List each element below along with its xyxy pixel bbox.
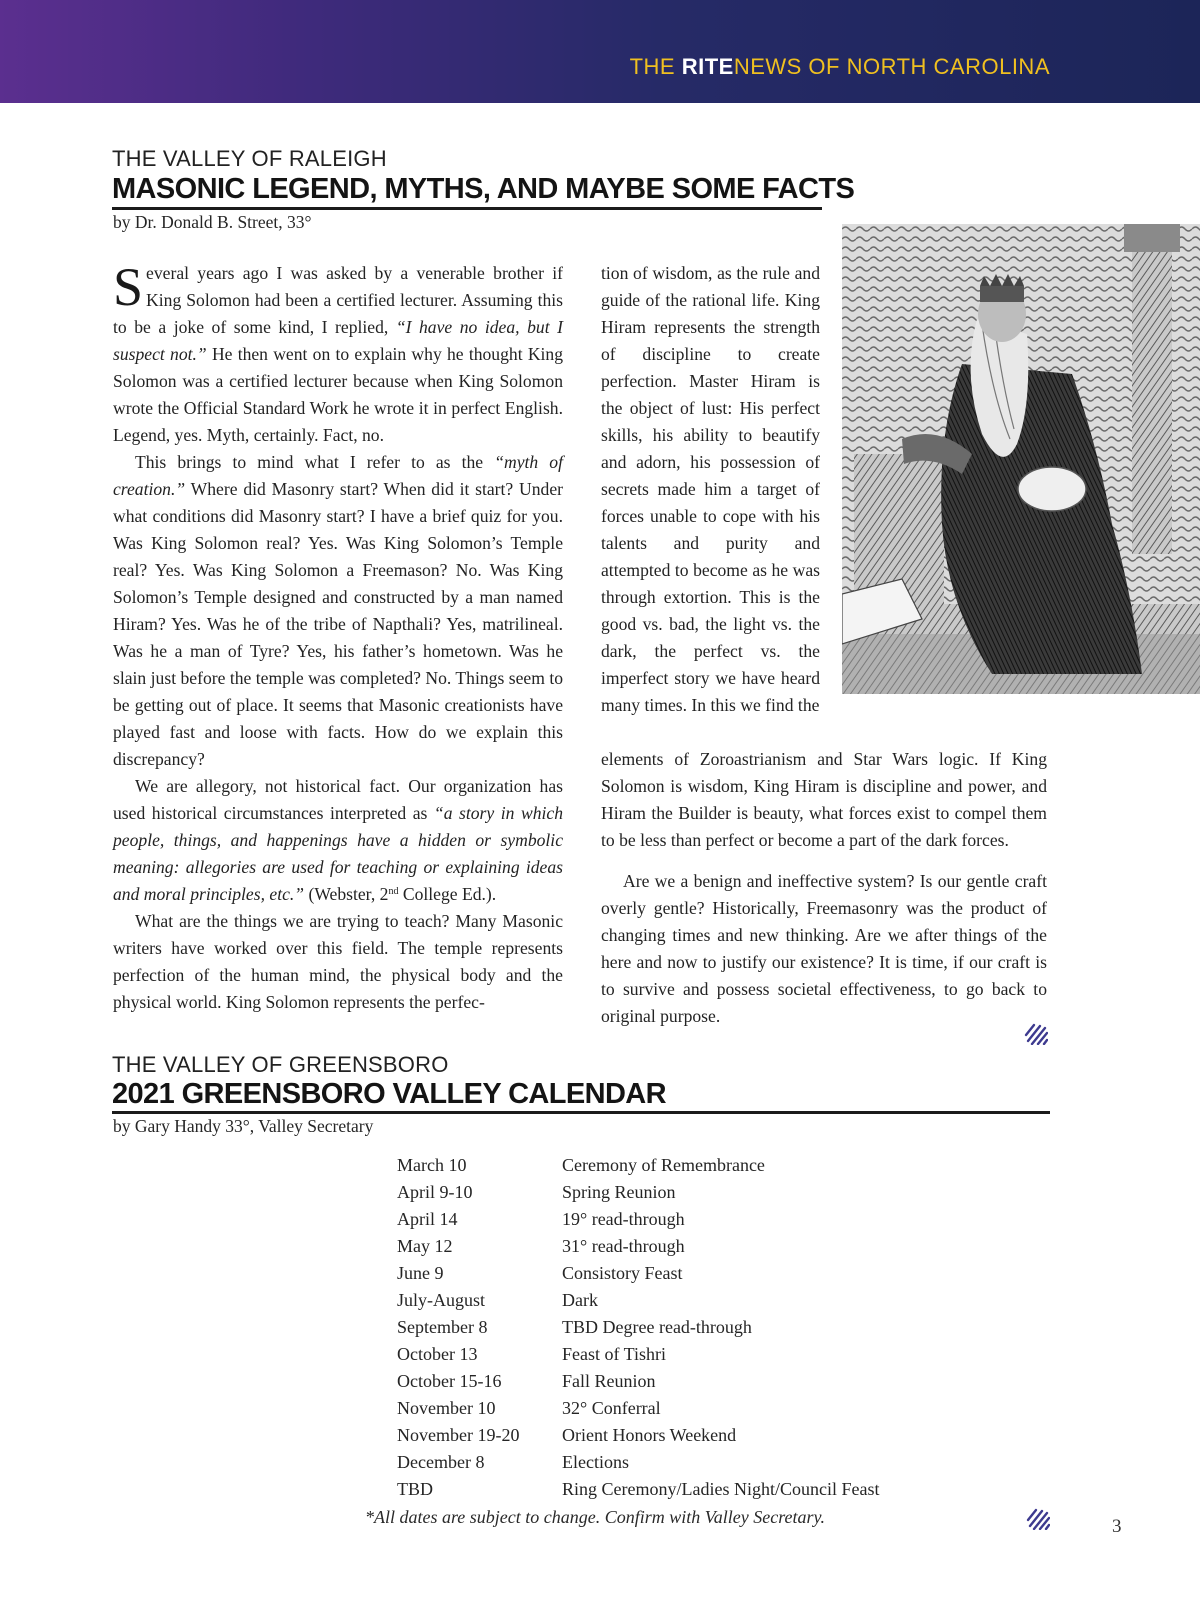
article-end-mark-icon [1026,1508,1050,1530]
article2-byline: by Gary Handy 33°, Valley Secretary [113,1116,374,1136]
calendar-disclaimer: *All dates are subject to change. Confirm with Valley Secretary. [364,1507,826,1527]
king-solomon-engraving [842,224,1200,694]
calendar-date: November 10 [397,1398,496,1418]
calendar-date: September 8 [397,1317,488,1337]
calendar-event: Orient Honors Weekend [562,1425,737,1445]
calendar-event: Ceremony of Remembrance [562,1155,765,1175]
masthead [630,54,1050,80]
calendar-event: 32° Conferral [562,1398,661,1418]
article1-kicker: THE VALLEY OF RALEIGH [112,146,387,171]
p3-quote: “a story in which people, things, and happenings have a hidden or symbolic meaning: allegories are used for teaching or explaining ideas and moral principles, etc.” [113,803,563,904]
calendar-event: Consistory Feast [562,1263,683,1283]
drop-cap: S [113,257,144,317]
calendar-event: 19° read-through [562,1209,685,1229]
calendar-event: 31° read-through [562,1236,685,1256]
article1-paragraph-5: Are we a benign and ineffective system? Is our gentle craft overly gentle? Historically, Freemasonry was the product of changing times and new thinking. Are we after things of the here and now to justify our existence? It is time, if our craft is to survive and possess societal effectiveness, to go back to original purpose. [601,871,1047,1026]
article1-title: MASONIC LEGEND, MYTHS, AND MAYBE SOME FACTS [112,173,855,205]
calendar-date: July-August [397,1290,486,1310]
article1-title-rule [112,207,822,210]
masthead-suffix: NEWS OF NORTH CAROLINA [733,54,1050,79]
calendar-date: October 13 [397,1344,478,1364]
calendar-event: Feast of Tishri [562,1344,667,1364]
p1-text-a: everal years ago I was asked by a venerable brother if King Solomon had been a certified lecturer. Assuming this to be a joke of some kind, I replied, [113,263,563,337]
article2-title-rule [112,1111,1050,1114]
masthead-prefix: THE [629,54,682,79]
calendar-event: Dark [562,1290,598,1310]
p3-text-c: College Ed.). [398,884,497,904]
p1-text-b: He then went on to explain why he thought King Solomon was a certified lecturer because when King Solomon wrote the Official Standard Work he wrote it in perfect English. Legend, yes. Myth, certainly. Fact, no. [113,344,564,445]
p2-text-a: This brings to mind what I refer to as the [135,452,495,472]
calendar-date: March 10 [397,1155,467,1175]
calendar-event: Ring Ceremony/Ladies Night/Council Feast [562,1479,880,1499]
article1-column-right-wide [601,746,1047,1030]
page-number: 3 [1112,1516,1122,1537]
article1-paragraph-4-end: elements of Zoroastrianism and Star Wars logic. If King Solomon is wisdom, King Hiram is discipline and power, and Hiram the Builder is beauty, what forces exist to compel them to be less than perfect or become a part of the dark forces. [601,749,1047,850]
calendar-event: Fall Reunion [562,1371,656,1391]
article-end-mark-icon [1024,1023,1048,1045]
calendar-date: TBD [397,1479,433,1499]
p3-text-a: We are allegory, not historical fact. Our organization has used historical circumstances interpreted as [113,776,563,823]
p3-text-b: (Webster, 2 [304,884,389,904]
calendar-event: Spring Reunion [562,1182,676,1202]
article1-paragraph-3 [113,773,563,908]
article1-column-right-narrow [601,260,820,719]
article1-paragraph-4-continued: tion of wisdom, as the rule and guide of the rational life. King Hiram represents the strength of discipline to create perfection. Master Hiram is the object of lust: His perfect skills, his ability to beautify and adorn, his possession of secrets made him a target of forces unable to cope with his talents and purity and attempted to become as he was through extortion. This is the good vs. bad, the light vs. the dark, the perfect vs. the imperfect story we have heard many times. In this we find the [601,263,820,715]
calendar-date: December 8 [397,1452,485,1472]
article1-paragraph-1 [113,257,564,449]
calendar-event: TBD Degree read-through [562,1317,752,1337]
article2-title: 2021 GREENSBORO VALLEY CALENDAR [112,1078,666,1110]
calendar-date: November 19-20 [397,1425,520,1445]
calendar-date: June 9 [397,1263,444,1283]
p3-superscript: nd [388,886,399,897]
p1-quote: “I have no idea, but I suspect not.” [113,317,563,364]
article1-byline: by Dr. Donald B. Street, 33° [113,212,312,232]
p2-quote: “myth of creation.” [113,452,563,499]
article1-column-left [113,257,564,1016]
calendar-date: April 14 [397,1209,458,1229]
article2-kicker: THE VALLEY OF GREENSBORO [112,1052,449,1077]
masthead-brand: RITE [681,54,734,79]
article1-paragraph-4: What are the things we are trying to teach? Many Masonic writers have worked over this field. The temple represents perfection of the human mind, the physical body and the physical world. King Solomon represents the perfec- [113,911,563,1012]
calendar-event: Elections [562,1452,629,1472]
calendar-date: April 9-10 [397,1182,473,1202]
article1-paragraph-2 [113,449,563,773]
p2-text-b: Where did Masonry start? When did it start? Under what conditions did Masonry start? I have a brief quiz for you. Was King Solomon real? Yes. Was King Solomon’s Temple real? Yes. Was King Solomon a Freemason? No. Was King Solomon’s Temple designed and constructed by a man named Hiram? Yes. Was he of the tribe of Napthali? Yes, matrilineal. Was he a man of Tyre? Yes, his father’s hometown. Was he slain just before the temple was completed? No. Things seem to be getting out of place. It seems that Masonic creationists have played fast and loose with facts. How do we explain this discrepancy? [113,479,563,769]
header-band [0,0,1200,103]
calendar-date: May 12 [397,1236,453,1256]
calendar-date: October 15-16 [397,1371,502,1391]
